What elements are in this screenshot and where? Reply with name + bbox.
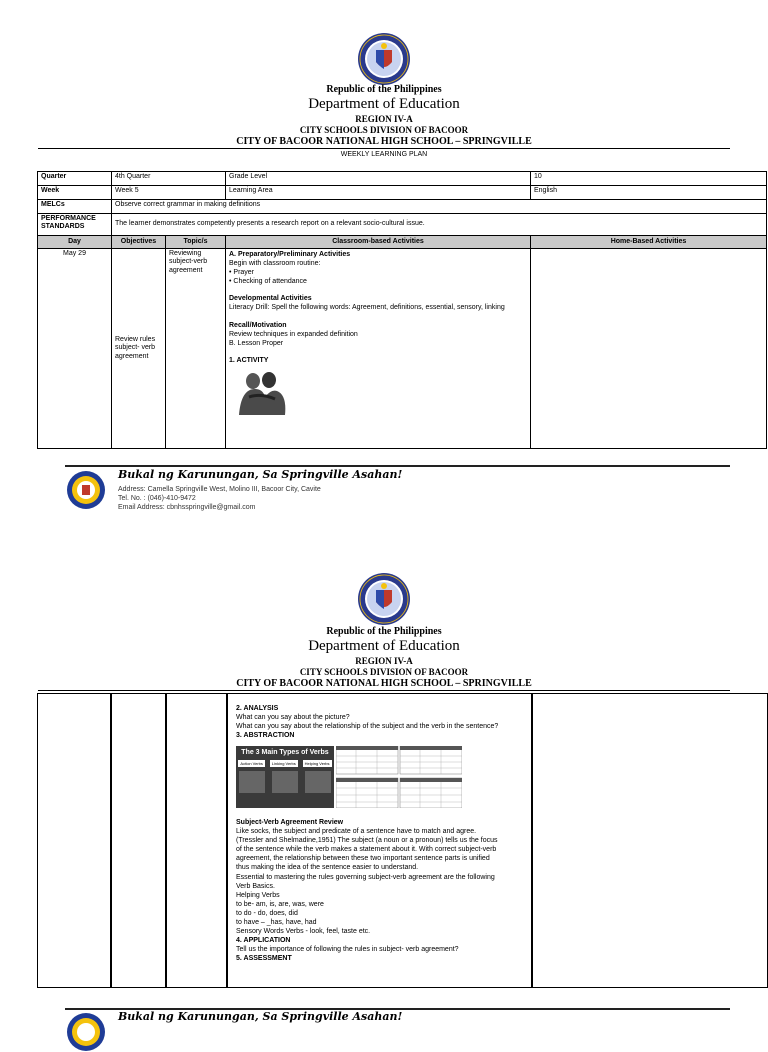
analysis-title: 2. ANALYSIS (236, 705, 279, 712)
literacy-drill-text: Literacy Drill: Spell the following words: Agreement, definitions, essential, sensory, linking (229, 304, 505, 312)
topic-cell (165, 693, 228, 988)
sva-line: to be- am, is, are, was, were (236, 900, 324, 908)
col-home: Home-Based Activities (531, 236, 767, 249)
verb-type-helping: Helping Verbs (304, 761, 330, 766)
verb-tables-image (336, 746, 462, 808)
sva-title: Subject-Verb Agreement Review (236, 819, 344, 826)
table-row (38, 214, 767, 236)
quarter-value: 4th Quarter (112, 172, 226, 186)
division-line: CITY SCHOOLS DIVISION OF BACOOR (299, 125, 469, 135)
sva-line: agreement, the relationship between these two important sentence parts is unified (236, 855, 490, 863)
week-value: Week 5 (112, 186, 226, 200)
home-activities-cell (531, 693, 768, 988)
sva-line: Essential to mastering the rules governing subject-verb agreement are the following (236, 873, 495, 881)
plan-title: WEEKLY LEARNING PLAN (340, 151, 428, 158)
division-line: CITY SCHOOLS DIVISION OF BACOOR (299, 667, 469, 677)
attendance-line: • Checking of attendance (229, 278, 307, 286)
sva-line: Verb Basics. (236, 882, 275, 890)
developmental-title: Developmental Activities (229, 295, 312, 303)
sva-content (236, 818, 528, 964)
lesson-content (236, 704, 526, 740)
melcs-label: MELCs (38, 200, 112, 214)
table-row (38, 200, 767, 214)
objective-cell: Review rules subject- verb agreement (112, 249, 166, 449)
sva-line: Helping Verbs (236, 891, 280, 899)
col-classroom: Classroom-based Activities (226, 236, 531, 249)
lesson-proper: B. Lesson Proper (229, 339, 284, 347)
verbs-banner: The 3 Main Types of Verbs (241, 749, 329, 756)
col-day: Day (38, 236, 112, 249)
preliminary-title: A. Preparatory/Preliminary Activities (229, 251, 351, 258)
sva-line: Like socks, the subject and predicate of a sentence have to match and agree. (236, 828, 477, 836)
sva-line: thus making the idea of the sentence easier to understand. (236, 864, 419, 872)
area-label: Learning Area (226, 186, 531, 200)
classroom-activities-cell (226, 249, 531, 449)
sva-line: to have – _has, have, had (236, 919, 317, 927)
performance-value: The learner demonstrates competently presents a research report on a relevant socio-cultural issue. (112, 214, 767, 236)
prayer-line: • Prayer (229, 269, 255, 277)
col-topics: Topic/s (166, 236, 226, 249)
republic-line: Republic of the Philippines (326, 84, 442, 95)
footer-rule (65, 465, 730, 467)
deped-seal-icon (357, 572, 411, 626)
table-row (38, 186, 767, 200)
application-text: Tell us the importance of following the rules in subject- verb agreement? (236, 946, 459, 954)
recall-text: Review techniques in expanded definition (229, 330, 358, 338)
grade-label: Grade Level (226, 172, 531, 186)
footer-address-block (118, 486, 321, 512)
footer-tel: Tel. No. : (046)-410-9472 (118, 494, 196, 502)
abstraction-title: 3. ABSTRACTION (236, 732, 295, 740)
footer-email: Email Address: cbnhsspringville@gmail.com (118, 503, 256, 511)
deped-seal-icon (357, 32, 411, 86)
table-row (38, 249, 767, 449)
grade-value: 10 (531, 172, 767, 186)
department-line: Department of Education (308, 96, 460, 112)
recall-title: Recall/Motivation (229, 321, 287, 329)
verb-type-linking: Linking Verbs (271, 761, 296, 766)
objective-cell (110, 693, 167, 988)
week-label: Week (38, 186, 112, 200)
header-rule (38, 148, 730, 149)
region-line: REGION IV-A (355, 114, 413, 124)
table-row (38, 172, 767, 186)
home-activities-cell (531, 249, 767, 449)
weekly-plan-table (37, 171, 767, 449)
application-title: 4. APPLICATION (236, 937, 291, 945)
col-objectives: Objectives (112, 236, 166, 249)
school-line: CITY OF BACOOR NATIONAL HIGH SCHOOL – SPRINGVILLE (236, 136, 532, 147)
assessment-title: 5. ASSESSMENT (236, 955, 292, 963)
routine-line: Begin with classroom routine: (229, 260, 321, 268)
analysis-question-2: What can you say about the relationship of the subject and the verb in the sentence? (236, 723, 499, 731)
sva-line: Sensory Words Verbs - look, feel, taste etc. (236, 928, 371, 936)
school-logo-icon (66, 470, 106, 510)
quarter-label: Quarter (38, 172, 112, 186)
day-cell: May 29 (38, 249, 112, 449)
area-value: English (531, 186, 767, 200)
verb-type-action: Action Verbs (240, 761, 263, 766)
region-line: REGION IV-A (355, 656, 413, 666)
hug-illustration-icon (231, 367, 291, 415)
department-line: Department of Education (308, 638, 460, 654)
analysis-question-1: What can you say about the picture? (236, 714, 350, 722)
activity-title: 1. ACTIVITY (229, 356, 269, 364)
republic-line: Republic of the Philippines (326, 626, 442, 637)
school-motto: Bukal ng Karunungan, Sa Springville Asahan! (118, 468, 403, 481)
topic-cell: Reviewing subject-verb agreement (166, 249, 226, 449)
melcs-value: Observe correct grammar in making definitions (112, 200, 767, 214)
sva-line: of the sentence while the verb makes a statement about it. With correct subject-verb (236, 846, 497, 854)
school-logo-icon (66, 1012, 106, 1052)
footer-address: Address: Camella Springville West, Molino III, Bacoor City, Cavite (118, 486, 321, 493)
performance-label: PERFORMANCE STANDARDS (38, 214, 112, 236)
column-header-row (38, 236, 767, 249)
sva-line: to do - do, does, did (236, 909, 298, 917)
school-motto: Bukal ng Karunungan, Sa Springville Asahan! (118, 1010, 403, 1023)
verb-types-image (236, 746, 334, 808)
day-cell (37, 693, 112, 988)
header-rule (38, 690, 730, 691)
school-line: CITY OF BACOOR NATIONAL HIGH SCHOOL – SPRINGVILLE (236, 678, 532, 689)
sva-line: (Tressler and Shelmadine,1951) The subject (a noun or a pronoun) tells us the focus (236, 837, 498, 845)
